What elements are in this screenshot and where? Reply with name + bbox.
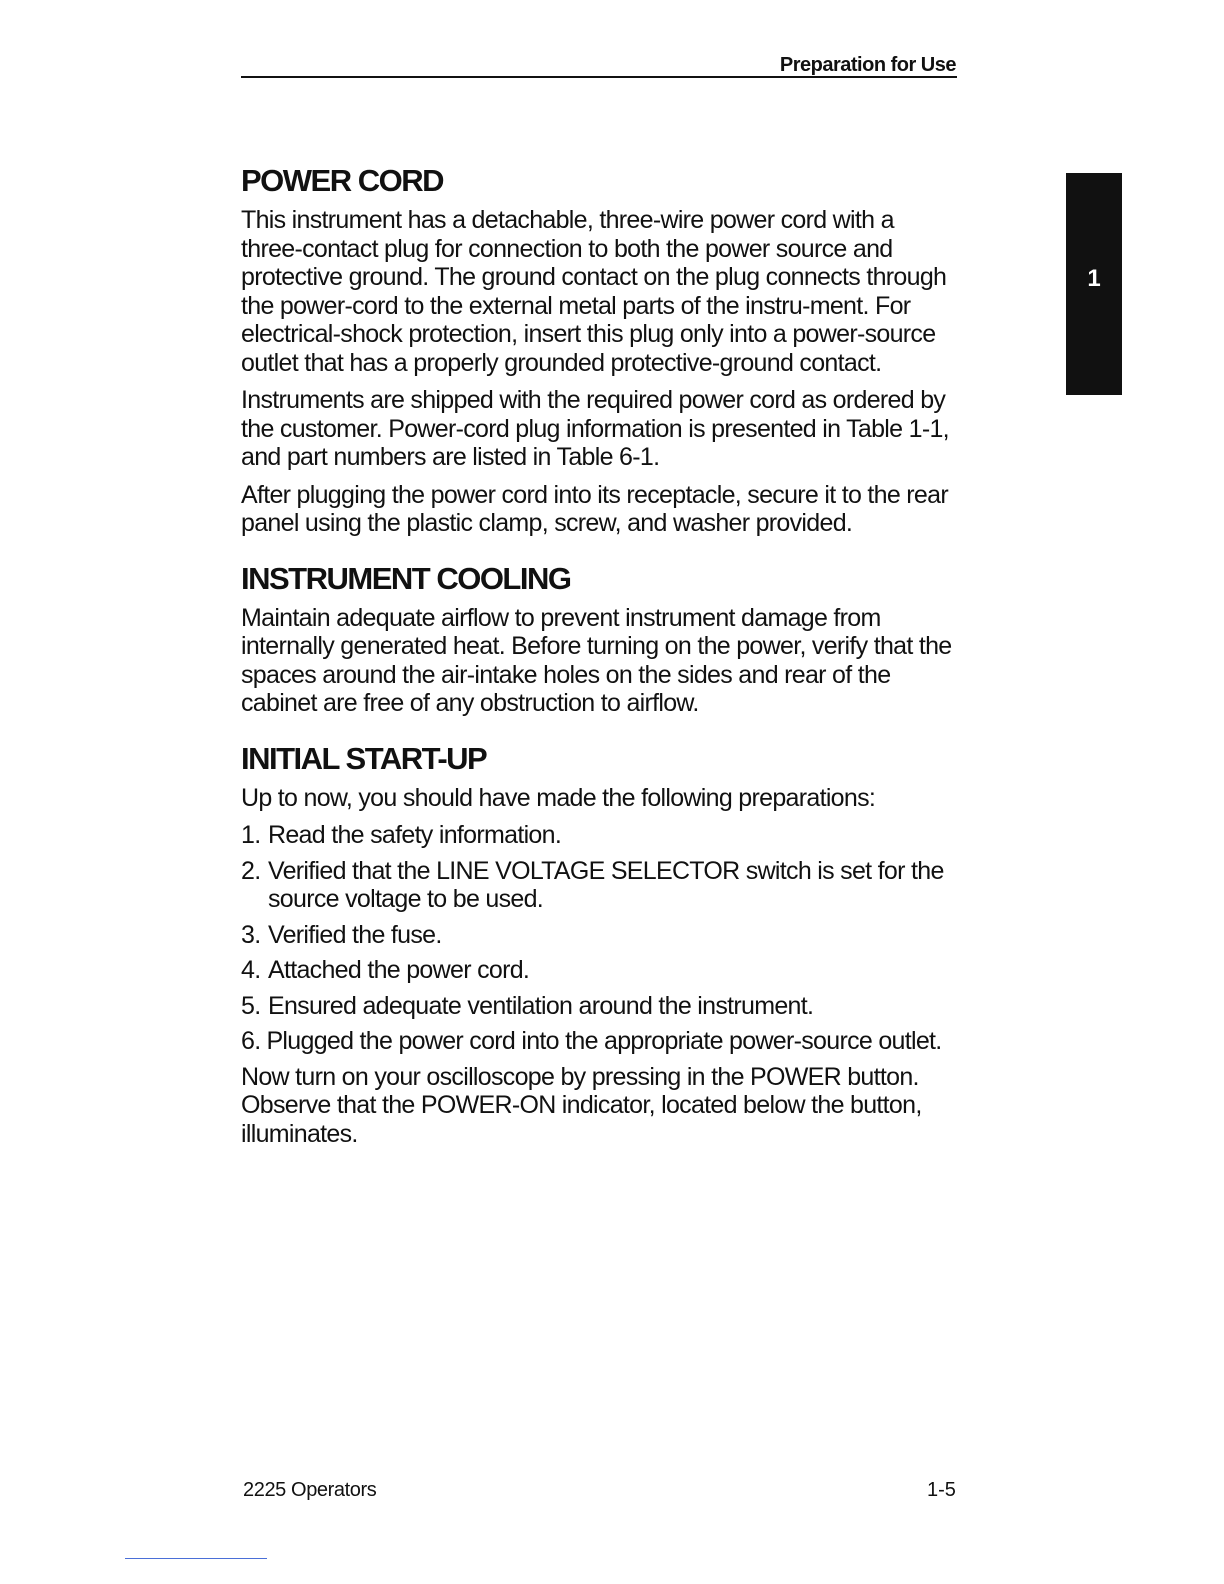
- closing-paragraph: Now turn on your oscilloscope by pressing in the POWER button. Observe that the POWER-ON indicator, located below the button, illuminates.: [241, 1062, 922, 1148]
- step-text: Plugged the power cord into the appropriate power-source outlet.: [266, 1027, 942, 1055]
- running-head: Preparation for Use: [779, 54, 956, 76]
- step-number: 3.: [241, 920, 261, 949]
- step-number: 4.: [241, 956, 261, 984]
- section-title: INITIAL START-UP: [241, 740, 487, 776]
- intro-paragraph: Up to now, you should have made the following preparations:: [241, 783, 876, 812]
- footer-page-number: 1-5: [927, 1479, 956, 1501]
- step-text: Verified that the LINE VOLTAGE SELECTOR switch is set for the source voltage to be used.: [268, 856, 944, 913]
- section-instrument-cooling: [241, 560, 961, 718]
- list-item: [241, 956, 961, 985]
- bottom-rule: [125, 1558, 267, 1559]
- step-text: Read the safety information.: [268, 821, 562, 849]
- section-initial-start-up: [241, 740, 961, 1149]
- steps-list: [241, 821, 961, 1056]
- section-title: POWER CORD: [241, 163, 443, 198]
- list-item: [241, 821, 961, 850]
- section-title: INSTRUMENT COOLING: [241, 560, 571, 596]
- paragraph: Instruments are shipped with the required power cord as ordered by the customer. Power-cord plug information is presented in Table 1-1, and part numbers are listed in Table 6-1.: [241, 386, 949, 471]
- chapter-tab-label: 1: [1087, 265, 1101, 292]
- page-content: [241, 162, 961, 1170]
- step-text: Attached the power cord.: [268, 956, 530, 984]
- step-number: 2.: [241, 856, 261, 885]
- chapter-tab: [1066, 173, 1122, 395]
- list-item: [241, 921, 961, 950]
- list-item: [241, 1027, 961, 1056]
- step-text: Ensured adequate ventilation around the instrument.: [268, 991, 814, 1020]
- paragraph: After plugging the power cord into its receptacle, secure it to the rear panel using the plastic clamp, screw, and washer provided.: [241, 480, 948, 537]
- step-number: 6.: [241, 1027, 261, 1055]
- list-item: [241, 992, 961, 1021]
- paragraph: Maintain adequate airflow to prevent instrument damage from internally generated heat. Before turning on the power, verify that the spaces around the air-intake holes on the sides and rear of the cabinet are free of any obstruction to airflow.: [241, 603, 952, 717]
- footer-manual-title: 2225 Operators: [243, 1479, 377, 1501]
- step-number: 1.: [241, 821, 261, 849]
- step-number: 5.: [241, 991, 261, 1020]
- section-power-cord: [241, 162, 961, 538]
- step-text: Verified the fuse.: [268, 920, 442, 949]
- list-item: [241, 857, 961, 914]
- paragraph: This instrument has a detachable, three-wire power cord with a three-contact plug for connection to both the power source and protective ground. The ground contact on the plug connects through the power-cord to the external metal parts of the instru-ment. For electrical-shock protection, insert this plug only into a power-source outlet that has a properly grounded protective-ground contact.: [241, 206, 947, 377]
